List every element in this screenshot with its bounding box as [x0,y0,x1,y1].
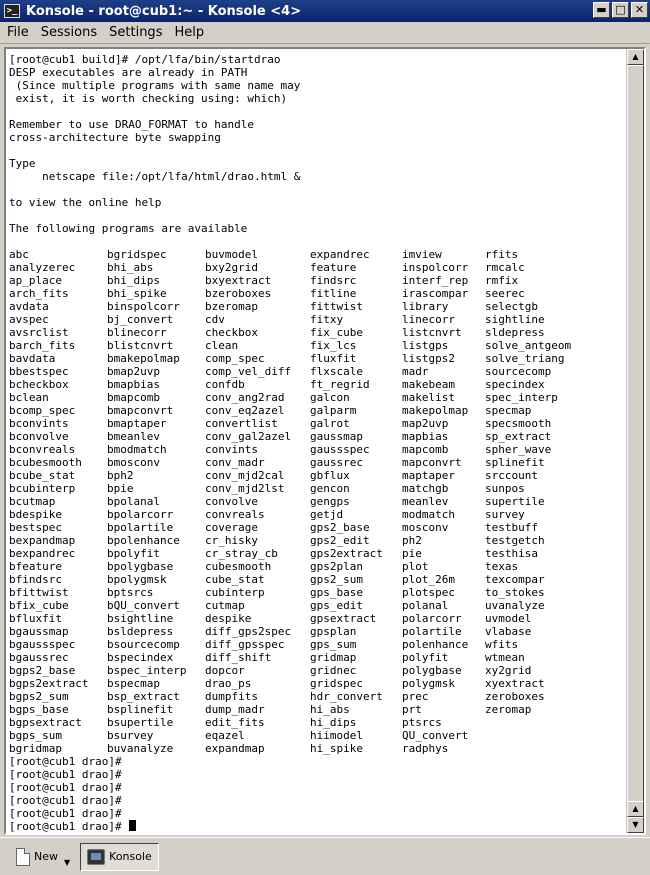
program-name: dumpfits [205,690,258,703]
program-name: bhi_dips [107,274,160,287]
program-name: polyfit [402,651,449,664]
program-name: solve_triang [485,352,565,365]
program-name: sp_extract [485,430,552,443]
program-name: abc [9,248,29,261]
program-name: bconvreals [9,443,76,456]
program-name: prec [402,690,429,703]
program-name: polygmsk [402,677,455,690]
program-name: map2uvp [402,417,449,430]
program-name: hiimodel [310,729,363,742]
program-name: gridmap [310,651,357,664]
program-name: plotspec [402,586,455,599]
program-name: cubinterp [205,586,265,599]
terminal-line [9,144,626,157]
terminal-line: DESP executables are already in PATH [9,66,248,79]
maximize-button[interactable]: □ [612,2,629,18]
program-name: blistcnvrt [107,339,174,352]
program-name: dopcor [205,664,245,677]
terminal-line [9,183,626,196]
terminal-line: Type [9,157,36,170]
program-name: ap_place [9,274,62,287]
program-name: cr_hisky [205,534,258,547]
program-name: rmfix [485,274,519,287]
program-name: gps2_base [310,521,370,534]
program-name: gps2extract [310,547,383,560]
program-name: gps_base [310,586,363,599]
program-name: bgaussmap [9,625,69,638]
program-name: bcutmap [9,495,56,508]
program-name: ft_regrid [310,378,370,391]
program-name: gaussrec [310,456,363,469]
terminal-line [9,794,626,807]
program-name: cutmap [205,599,245,612]
program-name: bclean [9,391,49,404]
program-name: conv_mjd2lst [205,482,285,495]
program-name: srccount [485,469,538,482]
terminal-line: netscape file:/opt/lfa/html/drao.html & [9,170,301,183]
program-name: survey [485,508,525,521]
program-name: bmodmatch [107,443,167,456]
window-title: Konsole - root@cub1:~ - Konsole <4> [26,3,302,19]
program-name: bdespike [9,508,62,521]
program-name: analyzerec [9,261,76,274]
program-name: bgps_sum [9,729,62,742]
program-name: seerec [485,287,525,300]
program-name: ptsrcs [402,716,442,729]
program-name: bspec_interp [107,664,187,677]
program-name: bgaussrec [9,651,69,664]
program-name: QU_convert [402,729,469,742]
program-name: clean [205,339,239,352]
program-name: hdr_convert [310,690,383,703]
program-name: sldepress [485,326,545,339]
program-name: bmapbias [107,378,160,391]
program-name: bspecmap [107,677,160,690]
chevron-down-icon[interactable]: ▼ [64,857,71,867]
program-name: bgpsextract [9,716,82,729]
program-name: selectgb [485,300,538,313]
window-controls [593,2,648,18]
terminal-line [9,105,626,118]
program-name: xy2grid [485,664,532,677]
konsole-session-label: Konsole [109,850,152,863]
prompt-text: [root@cub1 drao]# [9,794,122,807]
program-name: mapcomb [402,443,449,456]
program-name: to_stokes [485,586,545,599]
program-name: wtmean [485,651,525,664]
program-name: fluxfit [310,352,357,365]
program-name: fitline [310,287,357,300]
program-name: bcubesmooth [9,456,82,469]
program-name: madr [402,365,429,378]
program-name: zeroboxes [485,690,545,703]
program-name: plot_26m [402,573,455,586]
program-name [485,716,585,729]
program-name: bfix_cube [9,599,69,612]
program-name: spher_wave [485,443,552,456]
program-name: convreals [205,508,265,521]
terminal-line [9,781,626,794]
program-name: sunpos [485,482,525,495]
program-name: fittwist [310,300,363,313]
program-name: bcomp_spec [9,404,76,417]
program-name: bptsrcs [107,586,154,599]
program-name: texas [485,560,519,573]
program-name: cr_stray_cb [205,547,278,560]
program-name: bgridspec [107,248,167,261]
program-name: gpsplan [310,625,357,638]
program-name: expandrec [310,248,370,261]
active-prompt-line [9,820,626,833]
program-name: listcnvrt [402,326,462,339]
menu-settings[interactable]: Settings [109,25,163,40]
program-name: cdv [205,313,225,326]
program-name: specsmooth [485,417,552,430]
program-name: binspolcorr [107,300,180,313]
new-session-label: New [34,850,58,863]
terminal-line [9,755,626,768]
program-name: uvmodel [485,612,532,625]
program-name: convolve [205,495,258,508]
program-name: testhisa [485,547,538,560]
program-name: rfits [485,248,519,261]
terminal-icon [87,849,105,865]
minimize-button[interactable]: ▬ [593,2,610,18]
program-name: bpolartile [107,521,174,534]
program-name: galrot [310,417,350,430]
program-name: bgaussspec [9,638,76,651]
program-name: spec_interp [485,391,558,404]
program-name: bsourcecomp [107,638,180,651]
konsole-title-icon[interactable]: >_ [4,4,20,18]
program-name: cubesmooth [205,560,272,573]
program-name [485,742,585,755]
program-name: bpolyfit [107,547,160,560]
program-name: bcube_stat [9,469,76,482]
program-name: bpolenhance [107,534,180,547]
konsole-session-tab[interactable] [80,843,159,871]
program-name: bmap2uvp [107,365,160,378]
program-name: polanal [402,599,449,612]
menu-help[interactable]: Help [174,25,205,40]
program-name: testbuff [485,521,538,534]
program-name: specindex [485,378,545,391]
program-name: drao_ps [205,677,252,690]
program-name: zeromap [485,703,532,716]
program-name: conv_gal2azel [205,430,292,443]
prompt-text: [root@cub1 drao]# [9,807,122,820]
program-name: feature [310,261,357,274]
terminal-prompt-lines [9,755,626,833]
program-name: bgps_base [9,703,69,716]
program-name: gridnec [310,664,357,677]
program-name: prt [402,703,422,716]
prompt-text: [root@cub1 drao]# [9,755,122,768]
terminal-frame [4,47,646,835]
program-name: polenhance [402,638,469,651]
program-name: galcon [310,391,350,404]
program-name: gridspec [310,677,363,690]
program-name: despike [205,612,252,625]
program-name: bspecindex [107,651,174,664]
program-name: diff_gpsspec [205,638,285,651]
program-name: listgps2 [402,352,455,365]
title-bar[interactable] [0,0,650,22]
terminal-output[interactable] [6,49,626,833]
program-name: bsupertile [107,716,174,729]
program-name: gps_sum [310,638,357,651]
program-name: testgetch [485,534,545,547]
program-name: inspolcorr [402,261,469,274]
program-name: conv_ang2rad [205,391,285,404]
program-name: hi_abs [310,703,350,716]
taskbar [0,837,650,875]
program-name: bhi_abs [107,261,154,274]
program-name: makelist [402,391,455,404]
program-name: bfluxfit [9,612,62,625]
program-name: polartile [402,625,462,638]
program-name: vlabase [485,625,532,638]
program-name: diff_shift [205,651,272,664]
program-name: comp_vel_diff [205,365,292,378]
program-name: bcubinterp [9,482,76,495]
program-name: specmap [485,404,532,417]
menu-bar [0,22,650,44]
terminal-line: exist, it is worth checking using: which) [9,92,288,105]
program-name: dump_madr [205,703,265,716]
program-name: bzeroboxes [205,287,272,300]
program-name: bestspec [9,521,62,534]
program-name: bxy2grid [205,261,258,274]
program-name: bpie [107,482,134,495]
program-name: makebeam [402,378,455,391]
program-name: texcompar [485,573,545,586]
program-name: bsplinefit [107,703,174,716]
program-name: confdb [205,378,245,391]
program-name: convints [205,443,258,456]
program-name: hi_dips [310,716,357,729]
program-name: modmatch [402,508,455,521]
program-name: bQU_convert [107,599,180,612]
program-name: hi_spike [310,742,363,755]
program-name: bfeature [9,560,62,573]
program-name: gencon [310,482,350,495]
terminal-line [9,768,626,781]
program-name: polygbase [402,664,462,677]
program-name: bbestspec [9,365,69,378]
program-name: meanlev [402,495,449,508]
terminal-line [9,807,626,820]
program-name: fix_lcs [310,339,357,352]
program-name: makepolmap [402,404,469,417]
program-name: rmcalc [485,261,525,274]
program-name: bpolygbase [107,560,174,573]
program-name: bpolarcorr [107,508,174,521]
program-name: bmapcomb [107,391,160,404]
new-document-icon [16,848,30,866]
program-name: convertlist [205,417,278,430]
program-name: bzeromap [205,300,258,313]
scrollbar-thumb[interactable] [627,65,644,803]
prompt-text: [root@cub1 drao]# [9,781,122,794]
program-name: bavdata [9,352,56,365]
program-name: gaussmap [310,430,363,443]
program-name: polarcorr [402,612,462,625]
program-name: gpsextract [310,612,377,625]
program-name: bcheckbox [9,378,69,391]
program-name: gps2plan [310,560,363,573]
program-name: mapconvrt [402,456,462,469]
program-name: radphys [402,742,449,755]
terminal-header-lines [9,53,626,248]
program-name: avdata [9,300,49,313]
program-name: listgps [402,339,449,352]
program-name: plot [402,560,429,573]
program-name: bconvolve [9,430,69,443]
program-name: getjd [310,508,344,521]
program-name: sourcecomp [485,365,552,378]
program-name: galparm [310,404,357,417]
program-name: interf_rep [402,274,469,287]
menu-sessions[interactable]: Sessions [40,25,98,40]
program-name: library [402,300,449,313]
program-name: diff_gps2spec [205,625,292,638]
program-name: supertile [485,495,545,508]
program-list [9,248,626,755]
program-name: gengps [310,495,350,508]
program-name: bexpandmap [9,534,76,547]
program-name: pie [402,547,422,560]
program-name: edit_fits [205,716,265,729]
terminal-line: [root@cub1 build]# /opt/lfa/bin/startdrao [9,53,281,66]
terminal-line: (Since multiple programs with same name may [9,79,301,92]
program-name: mosconv [402,521,449,534]
menu-file[interactable]: File [7,25,29,40]
program-name: linecorr [402,313,455,326]
program-name: bmapconvrt [107,404,174,417]
program-name: expandmap [205,742,265,755]
terminal-line: to view the online help [9,196,162,209]
program-name: sightline [485,313,545,326]
program-name: bgridmap [9,742,62,755]
program-name: conv_mjd2cal [205,469,285,482]
program-name: gps2_edit [310,534,370,547]
program-name: bsurvey [107,729,154,742]
program-name: bmakepolmap [107,352,180,365]
program-name: gps2_sum [310,573,363,586]
program-name: bmosconv [107,456,160,469]
program-name: bexpandrec [9,547,76,560]
program-name: irascompar [402,287,469,300]
program-name: bph2 [107,469,134,482]
program-name: avspec [9,313,49,326]
program-name: bsightline [107,612,174,625]
program-name: comp_spec [205,352,265,365]
program-name: buvanalyze [107,742,174,755]
program-name: imview [402,248,442,261]
program-name: findsrc [310,274,357,287]
program-name: bpolanal [107,495,160,508]
program-name: cube_stat [205,573,265,586]
program-name: bj_convert [107,313,174,326]
program-name: fix_cube [310,326,363,339]
program-name: ph2 [402,534,422,547]
program-name: bhi_spike [107,287,167,300]
program-name: bmeanlev [107,430,160,443]
program-name: barch_fits [9,339,76,352]
program-name: uvanalyze [485,599,545,612]
program-name: bsldepress [107,625,174,638]
terminal-line [9,235,626,248]
program-name: bfittwist [9,586,69,599]
program-name: conv_madr [205,456,265,469]
scroll-up-arrow-icon-lower[interactable]: ▲ [627,801,644,817]
scroll-up-arrow-icon[interactable]: ▲ [627,49,644,65]
terminal-line [9,209,626,222]
program-name: bxyextract [205,274,272,287]
program-name: coverage [205,521,258,534]
program-name: flxscale [310,365,363,378]
program-name: bfindsrc [9,573,62,586]
program-name: matchgb [402,482,449,495]
terminal-line: The following programs are available [9,222,248,235]
close-button[interactable]: ✕ [631,2,648,18]
program-name: bmaptaper [107,417,167,430]
terminal-line: cross-architecture byte swapping [9,131,221,144]
program-name: checkbox [205,326,258,339]
program-name: bpolygmsk [107,573,167,586]
program-name: bgps2extract [9,677,89,690]
program-name: splinefit [485,456,545,469]
vertical-scrollbar[interactable] [626,49,644,833]
program-name: gaussspec [310,443,370,456]
program-name: blinecorr [107,326,167,339]
program-name: maptaper [402,469,455,482]
program-name: gps_edit [310,599,363,612]
program-name: bsp_extract [107,690,180,703]
new-session-button[interactable] [10,843,76,871]
program-name: gbflux [310,469,350,482]
program-name: bgps2_base [9,664,76,677]
prompt-text: [root@cub1 drao]# [9,768,122,781]
program-name: fitxy [310,313,344,326]
program-name: arch_fits [9,287,69,300]
text-cursor [129,820,136,831]
program-name: mapbias [402,430,449,443]
program-name: eqazel [205,729,245,742]
program-name: avsrclist [9,326,69,339]
program-name: xyextract [485,677,545,690]
program-name: bconvints [9,417,69,430]
program-name: bgps2_sum [9,690,69,703]
program-name [485,729,585,742]
program-name: solve_antgeom [485,339,572,352]
scroll-down-arrow-icon[interactable]: ▼ [627,817,644,833]
terminal-line: Remember to use DRAO_FORMAT to handle [9,118,255,131]
program-name: wfits [485,638,519,651]
prompt-text: [root@cub1 drao]# [9,820,129,833]
program-name: buvmodel [205,248,258,261]
program-name: conv_eq2azel [205,404,285,417]
